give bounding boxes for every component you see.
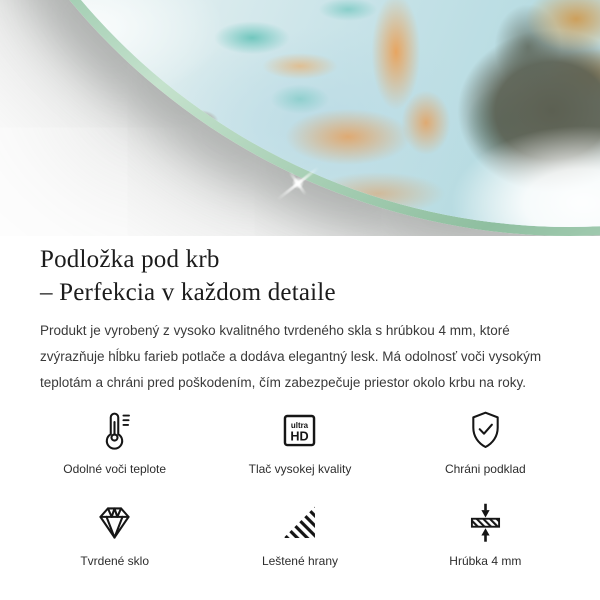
feature-tempered-glass xyxy=(22,500,207,568)
polished-edges-icon xyxy=(277,500,322,545)
marble-print-artwork xyxy=(0,0,600,227)
feature-label: Tlač vysokej kvality xyxy=(248,462,352,476)
feature-polished-edges xyxy=(207,500,392,568)
glass-disc-edge xyxy=(0,0,600,236)
feature-label: Chráni podklad xyxy=(444,462,526,476)
feature-label: Odolné voči teplote xyxy=(63,462,167,476)
feature-label: Hrúbka 4 mm xyxy=(449,554,522,568)
feature-label: Leštené hrany xyxy=(261,554,339,568)
ultra-hd-print-icon xyxy=(277,408,322,453)
feature-thickness xyxy=(393,500,578,568)
product-description-section xyxy=(0,243,600,396)
feature-label: Tvrdené sklo xyxy=(80,554,150,568)
page-title-line2: – Perfekcia v každom detaile xyxy=(40,279,336,306)
feature-heat-resistant xyxy=(22,408,207,476)
page-title-line1: Podložka pod krb xyxy=(40,246,220,273)
shield-check-icon xyxy=(463,408,508,453)
diamond-icon xyxy=(92,500,137,545)
feature-grid xyxy=(22,408,578,568)
thickness-4mm-icon xyxy=(463,500,508,545)
page-title xyxy=(40,243,560,309)
product-description-text: Produkt je vyrobený z vysoko kvalitného tvrdeného skla s hrúbkou 4 mm, ktoré zvýrazňuje hĺbku farieb potlače a dodáva elegantný lesk. Má odolnosť voči vysokým teplotám a chráni pred poškodením, čím zabezpečuje priestor okolo krbu na roky. xyxy=(40,323,542,390)
product-image xyxy=(0,0,600,236)
feature-protects-base xyxy=(393,408,578,476)
glass-disc-surface xyxy=(0,0,600,227)
ultra-hd-icon-text-small: ultra xyxy=(291,421,309,431)
feature-print-quality xyxy=(207,408,392,476)
thermometer-heat-icon xyxy=(92,408,137,453)
ultra-hd-icon-text-large: HD xyxy=(290,429,310,444)
